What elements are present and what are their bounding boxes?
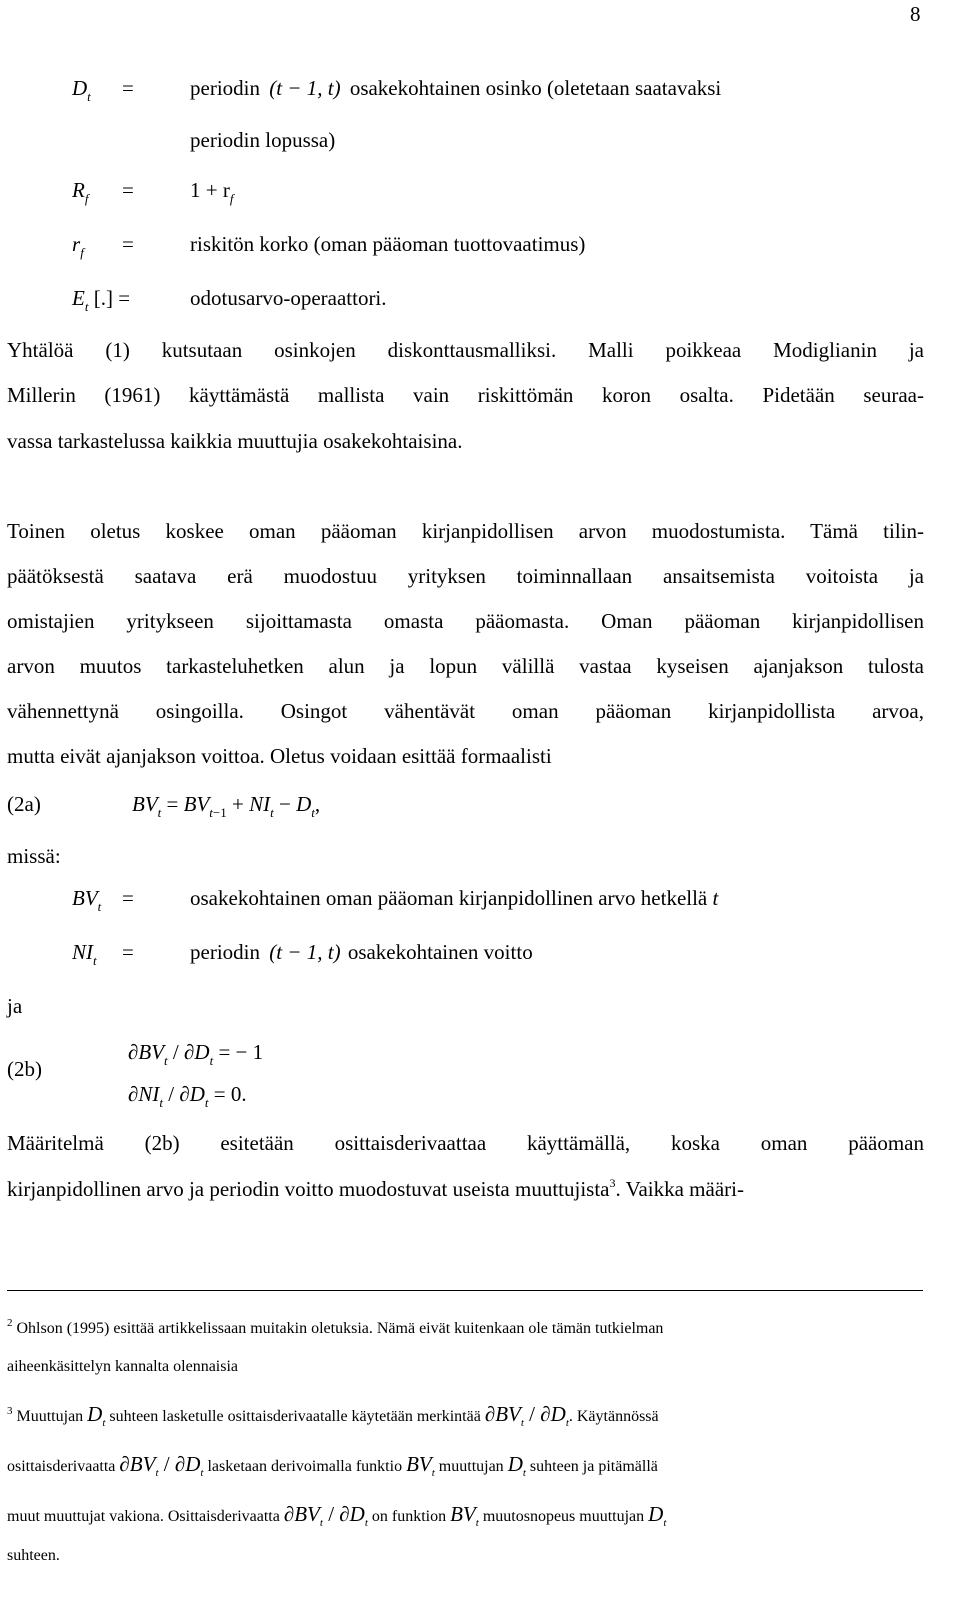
period-range: (t − 1, t)	[269, 940, 341, 964]
footnote-3-line: suhteen.	[7, 1547, 60, 1564]
def-eq: =	[122, 940, 134, 964]
footnote-divider	[7, 1290, 923, 1291]
def-symbol-bvt: $BV_t$	[72, 886, 102, 914]
def-text-rf: riskitön korko (oman pääoman tuottovaatimus)	[190, 232, 586, 256]
def-symbol-rf-cap: $R_f$	[72, 178, 89, 206]
footnote-2-line: aiheenkäsittelyn kannalta olennaisia	[7, 1358, 239, 1375]
para2-line: päätöksestä saatava erä muodostuu yrityksen toiminnallaan ansaitsemista voitoista ja	[7, 564, 924, 588]
def-eq: =	[122, 178, 134, 202]
footnote-3-line: osittaisderivaatta $\partial BV_t / \partial D_t$ lasketaan derivoimalla funktio $BV_t$ muuttujan $D_t$ suhteen ja pitämällä	[7, 1452, 658, 1479]
def-text-bvt: osakekohtainen oman pääoman kirjanpidollinen arvo hetkellä t	[190, 886, 719, 910]
period-range: (t − 1, t)	[269, 76, 341, 100]
def-text-nit: periodin (t − 1, t) osakekohtainen voitto	[190, 940, 533, 964]
equation-2b-line1: $\partial BV_t / \partial D_t$ = − 1	[128, 1040, 264, 1068]
missa-label: missä:	[7, 844, 61, 868]
def-symbol-et: $E_t$ [.] =	[72, 286, 131, 314]
def-eq: =	[122, 886, 134, 910]
para2-line: vähennettynä osingoilla. Osingot vähentävät oman pääoman kirjanpidollista arvoa,	[7, 699, 924, 723]
para1-line: Yhtälöä (1) kutsutaan osinkojen diskonttausmalliksi. Malli poikkeaa Modiglianin ja	[7, 338, 924, 362]
equation-label-2a: (2a)	[7, 792, 41, 816]
def-eq: =	[122, 232, 134, 256]
def-eq: =	[122, 76, 134, 100]
equation-2b-line2: $\partial NI_t / \partial D_t = 0$.	[128, 1082, 247, 1110]
def-formula-rf: $1 + r_f$	[190, 178, 234, 206]
def-text-continuation: periodin lopussa)	[190, 128, 336, 152]
para2-line: omistajien yritykseen sijoittamasta omasta pääomasta. Oman pääoman kirjanpidollisen	[7, 609, 924, 633]
para1-line: Millerin (1961) käyttämästä mallista vain riskittömän koron osalta. Pidetään seuraa-	[7, 383, 924, 407]
para3-line: Määritelmä (2b) esitetään osittaisderivaattaa käyttämällä, koska oman pääoman	[7, 1131, 924, 1155]
para3-line: kirjanpidollinen arvo ja periodin voitto muodostuvat useista muuttujista$^3$. Vaikka määri-	[7, 1176, 744, 1201]
para2-line: arvon muutos tarkasteluhetken alun ja lopun välillä vastaa kyseisen ajanjakson tulosta	[7, 654, 924, 678]
def-symbol-dt: $D_t$	[72, 76, 91, 104]
ja-label: ja	[7, 994, 23, 1018]
footnote-3-line: muut muuttujat vakiona. Osittaisderivaatta $\partial BV_t / \partial D_t$ on funktion $BV_t$ muutosnopeus muuttujan $D_t$	[7, 1502, 667, 1529]
footnote-3-line: $^3$ Muuttujan $D_t$ suhteen lasketulle osittaisderivaatalle käytetään merkintää $\partial BV_t / \partial D_t$. Käytännössä	[7, 1402, 659, 1429]
def-text-dt: periodin (t − 1, t) osakekohtainen osinko (oletetaan saatavaksi	[190, 76, 722, 100]
para2-line: mutta eivät ajanjakson voittoa. Oletus voidaan esittää formaalisti	[7, 744, 552, 768]
def-text-et: odotusarvo-operaattori.	[190, 286, 387, 310]
def-symbol-nit: $NI_t$	[72, 940, 97, 968]
equation-label-2b: (2b)	[7, 1057, 42, 1081]
page-number: 8	[910, 2, 921, 26]
footnote-ref-3[interactable]: 3	[609, 1176, 616, 1190]
footnote-2-line: $^2$ Ohlson (1995) esittää artikkelissaan muitakin oletuksia. Nämä eivät kuitenkaan ole tämän tutkielman	[7, 1317, 664, 1337]
def-symbol-rf: $r_f$	[72, 232, 84, 260]
equation-2a: $BV_t = BV_{t-1} + NI_t - D_t$,	[132, 792, 321, 820]
para2-line: Toinen oletus koskee oman pääoman kirjanpidollisen arvon muodostumista. Tämä tilin-	[7, 519, 924, 543]
para1-line: vassa tarkastelussa kaikkia muuttujia osakekohtaisina.	[7, 429, 463, 453]
